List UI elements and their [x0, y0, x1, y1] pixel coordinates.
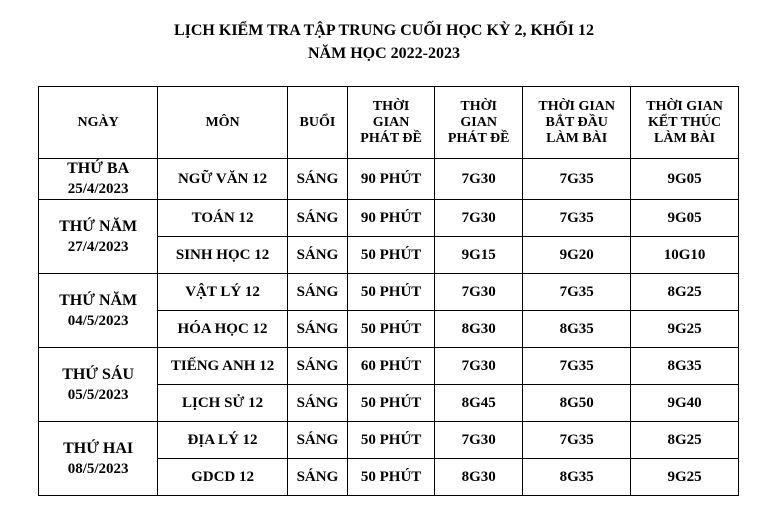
start-cell: 7G35: [523, 159, 631, 200]
start-cell: 7G35: [523, 422, 631, 459]
start-cell: 8G35: [523, 311, 631, 348]
date-label: 25/4/2023: [67, 181, 129, 197]
hand-out-cell: 8G30: [435, 311, 523, 348]
table-row: [39, 422, 739, 459]
duration-cell: 50 PHÚT: [348, 385, 435, 422]
start-cell: 9G20: [523, 237, 631, 274]
subject-cell: SINH HỌC 12: [158, 237, 288, 274]
header-buoi: BUỔI: [287, 87, 347, 159]
hand-out-cell: 8G30: [435, 459, 523, 496]
end-cell: 9G25: [631, 311, 739, 348]
subject-cell: ĐỊA LÝ 12: [158, 422, 288, 459]
title-line-1: LỊCH KIỂM TRA TẬP TRUNG CUỐI HỌC KỲ 2, KHỐI 12: [173, 22, 595, 39]
hand-out-cell: 8G45: [435, 385, 523, 422]
hand-out-cell: 7G30: [435, 422, 523, 459]
hand-out-cell: 9G15: [435, 237, 523, 274]
start-cell: 8G50: [523, 385, 631, 422]
subject-cell: LỊCH SỬ 12: [158, 385, 288, 422]
hand-out-cell: 7G30: [435, 348, 523, 385]
table-row: [39, 348, 739, 385]
session-cell: SÁNG: [287, 200, 347, 237]
session-cell: SÁNG: [287, 459, 347, 496]
duration-cell: 90 PHÚT: [348, 159, 435, 200]
day-cell: [39, 200, 158, 274]
schedule-body: [39, 159, 739, 496]
date-label: 05/5/2023: [67, 386, 129, 403]
subject-cell: VẬT LÝ 12: [158, 274, 288, 311]
end-cell: 9G40: [631, 385, 739, 422]
day-label: THỨ HAI: [63, 439, 134, 457]
duration-cell: 50 PHÚT: [348, 274, 435, 311]
header-row: [39, 87, 739, 159]
header-duration: THỜI GIAN PHÁT ĐỀ: [348, 87, 435, 159]
duration-cell: 50 PHÚT: [348, 459, 435, 496]
start-cell: 7G35: [523, 274, 631, 311]
end-cell: 9G05: [631, 159, 739, 200]
duration-cell: 90 PHÚT: [348, 200, 435, 237]
day-cell: [39, 274, 158, 348]
header-hand-out: THỜI GIAN PHÁT ĐỀ: [435, 87, 523, 159]
end-cell: 8G25: [631, 422, 739, 459]
table-row: [39, 200, 739, 237]
hand-out-cell: 7G30: [435, 274, 523, 311]
start-cell: 7G35: [523, 348, 631, 385]
hand-out-cell: 7G30: [435, 159, 523, 200]
day-label: THỨ SÁU: [62, 365, 135, 383]
subject-cell: TIẾNG ANH 12: [158, 348, 288, 385]
date-label: 04/5/2023: [67, 312, 129, 329]
day-cell: [39, 348, 158, 422]
end-cell: 8G35: [631, 348, 739, 385]
session-cell: SÁNG: [287, 348, 347, 385]
table-row: [39, 159, 739, 200]
start-cell: 8G35: [523, 459, 631, 496]
end-cell: 10G10: [631, 237, 739, 274]
day-label: THỨ NĂM: [59, 217, 138, 235]
table-row: [39, 274, 739, 311]
day-label: THỨ BA: [67, 160, 130, 177]
end-cell: 9G05: [631, 200, 739, 237]
duration-cell: 50 PHÚT: [348, 422, 435, 459]
subject-cell: GDCD 12: [158, 459, 288, 496]
header-end: THỜI GIAN KẾT THÚC LÀM BÀI: [631, 87, 739, 159]
end-cell: 9G25: [631, 459, 739, 496]
end-cell: 8G25: [631, 274, 739, 311]
title-line-2: NĂM HỌC 2022-2023: [308, 45, 460, 62]
start-cell: 7G35: [523, 200, 631, 237]
day-cell: [39, 159, 158, 200]
duration-cell: 50 PHÚT: [348, 311, 435, 348]
duration-cell: 50 PHÚT: [348, 237, 435, 274]
session-cell: SÁNG: [287, 311, 347, 348]
header-mon: MÔN: [158, 87, 288, 159]
hand-out-cell: 7G30: [435, 200, 523, 237]
date-label: 08/5/2023: [67, 460, 129, 477]
session-cell: SÁNG: [287, 237, 347, 274]
session-cell: SÁNG: [287, 422, 347, 459]
day-cell: [39, 422, 158, 496]
session-cell: SÁNG: [287, 385, 347, 422]
subject-cell: HÓA HỌC 12: [158, 311, 288, 348]
subject-cell: NGỮ VĂN 12: [158, 159, 288, 200]
session-cell: SÁNG: [287, 274, 347, 311]
session-cell: SÁNG: [287, 159, 347, 200]
duration-cell: 60 PHÚT: [348, 348, 435, 385]
subject-cell: TOÁN 12: [158, 200, 288, 237]
exam-schedule-table: [38, 86, 739, 496]
date-label: 27/4/2023: [67, 238, 129, 255]
header-ngay: NGÀY: [39, 87, 158, 159]
header-start: THỜI GIAN BẮT ĐẦU LÀM BÀI: [523, 87, 631, 159]
day-label: THỨ NĂM: [59, 291, 138, 309]
